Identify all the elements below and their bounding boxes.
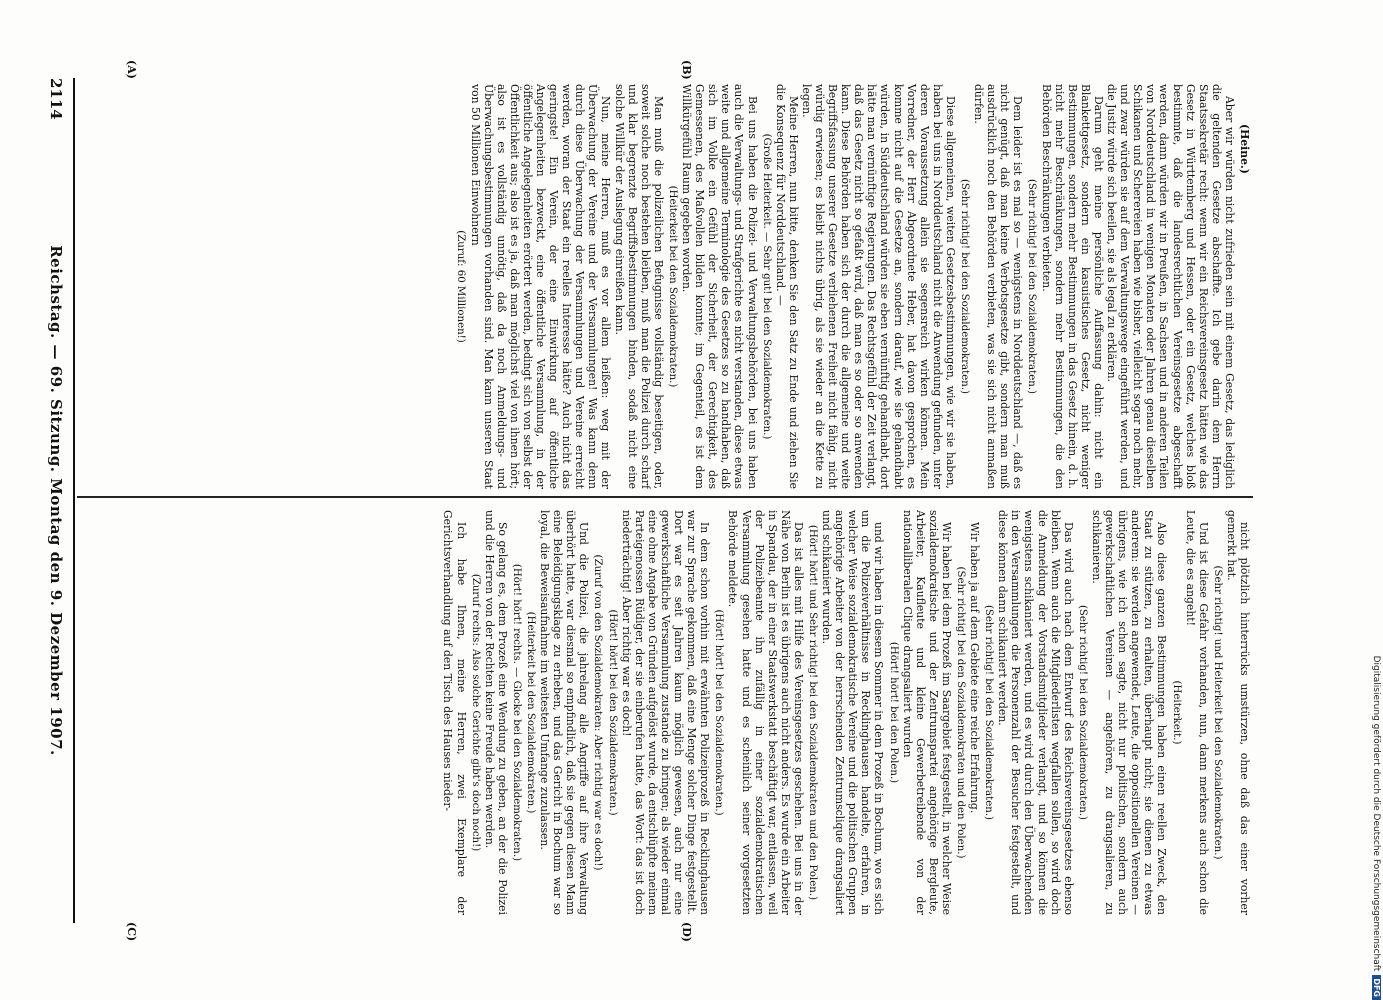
interjection: (Zuruf rechts: Also solche Gerichte gibt's doch noch!) bbox=[469, 573, 481, 852]
paragraph: Das ist alles mit Hilfe des Vereinsgesetzes geschehen. Bei uns in der Nähe von Berlin ist es übrigens auch nicht anders. Es wurde ein Arbeiter in Spandau, der in einer Staatswerkstatt beschäftigt war, entlassen, weil der Polizeibeamte ihn zufällig in einer sozialdemokratischen Versammlung gesehen hatte und es scheinlich seiner vorgesetzten Behörde meldete. bbox=[726, 510, 805, 915]
right-column bbox=[79, 510, 1251, 915]
paragraph: Ich habe Ihnen, meine Herren, zwei Exemplare der Gerichtsverhandlung auf den Tisch des Hauses nieder- bbox=[441, 510, 468, 915]
paragraph: Und ist diese Gefahr vorhanden, nun, dann merkens auch schon die Leute, die es angeht! bbox=[1183, 510, 1210, 915]
paragraph: Darum geht meine persönliche Auffassung dahin: nicht ein Blankettgesetz, sondern ein kasuistisches Gesetz, nicht weniger Bestimmungen, sondern mehr Bestimmungen in das Gesetz hinein, d. h. nicht mehr Beschränkungen, sondern mehr Bestimmungen, die den Behörden Beschränkungen verbieten. bbox=[1039, 84, 1105, 489]
interjection: (Sehr richtig! bei den Sozialdemokraten.) bbox=[1026, 178, 1038, 395]
interjection: (Zuruf von den Sozialdemokraten: Aber richtig war es doch!) bbox=[592, 554, 604, 871]
left-column bbox=[79, 84, 1251, 489]
interjection: (Heiterkeit.) bbox=[1170, 680, 1182, 745]
paragraph: Dem leider ist es mal so — wenigstens in Norddeutschland —, daß es nicht genügt, daß man keine Verbotsgesetze gibt, sondern man muß ausdrücklich noch den Behörden verbieten, was sie sich nicht anmaßen dürfen. bbox=[972, 84, 1025, 489]
margin-marker-a: (A) bbox=[125, 60, 138, 79]
credit-text: Digitalisierung gefördert durch die Deutsche Forschungsgemeinschaft bbox=[1371, 655, 1381, 972]
header-rule bbox=[73, 78, 75, 923]
paragraph: In dem schon vorhin mit erwähnten Polizeiprozeß in Recklinghausen war zur Sprache gekommen, daß eine Menge solcher Dinge festgestellt. Dort war es seit Jahren kaum möglich gewesen, auch nur eine gewerkschaftliche Versammlung zustande zu bringen; als wieder einmal eine ohne Angabe von Gründen aufgelöst wurde, da entschlüpfte meinem Parteigenossen Rüdiger, der sie einberufen hatte, das Wort: das ist doch niederträchtig! Aber richtig war es doch! bbox=[619, 510, 712, 915]
paragraph: Wir haben bei dem Prozeß im Saargebiet festgestellt, in welcher Weise sozialdemokratische und der Zentrumspartei angehörige Bergleute, Arbeiter, Kaufleute und kleine Gewerbetreibende von der nationalliberalen Clique drangsaliert wurden bbox=[900, 510, 953, 915]
paragraph: Bei uns haben die Polizei- und Verwaltungsbehörden, bei uns haben auch die Verwaltungs- und Strafgerichte es nicht verstanden, diese etwas weite und allgemeine Terminologie des Gesetzes so zu handhaben, daß sich im Volke ein Gefühl der Sicherheit, der Gerechtigkeit, des Gemessenen, des Maßvollen bilden konnte; im Gegenteil, es ist dem Willkürgefühl Raum gegeben worden. bbox=[680, 84, 759, 489]
interjection: (Hört! hört! bei den Polen.) bbox=[887, 641, 899, 784]
paragraph: Das wird auch nach dem Entwurf des Reichsvereinsgesetzes ebenso bleiben. Wenn auch die Mitgliederlisten wegfallen sollen, so wird doch die Anmeldung der Vorstandsmitglieder verlangt, und so können die wenigstens schikaniert werden, und es wird durch den Überwachenden in den Versammlungen die Personenzahl der Besucher festgestellt, und diese können dann schikaniert werden. bbox=[996, 510, 1075, 915]
paragraph: Diese allgemeinen, weiten Gesetzesbestimmungen, wie wir sie haben, haben bei uns in Norddeutschland nicht die Anwendung gefunden, unter deren Voraussetzung allein sie segensreich wirken können. Mein Vorredner, der Herr Abgeordnete Heber, hat davon gesprochen, es komme nicht auf die Gesetze an, sondern darauf, wie sie gehandhabt würden, in Süddeutschland würden sie eben vernünftig gehandhabt, dort hätte man vernünftige Regierungen. Das Rechtsgefühl der Zeit verlangt, daß das Gesetz nicht so gefaßt wird, daß man es so oder so anwenden kann. Diese Behörden haben sich der durch die allgemeine und weite Begriffsfassung unserer Gesetze verliehenen Freiheit nicht fähig, nicht würdig erwiesen; es bleibt nichts übrig, als sie wieder an die Kette zu legen. bbox=[799, 84, 957, 489]
paragraph: Meine Herren, nun bitte, denken Sie den Satz zu Ende und ziehen Sie die Konsequenz für Norddeutschland. — bbox=[773, 84, 800, 489]
digitization-credit bbox=[1371, 0, 1381, 1000]
paragraph: und wir haben in diesem Sommer in dem Prozeß in Bochum, wo es sich um die Polizeiverhältnisse in Recklinghausen handelte, erfahren, in welcher Weise sozialdemokratische Vereine und die politischen Gruppen angehörige Arbeiter von der herrschenden Zentrumsclique drangsaliert und schikaniert wurden. bbox=[820, 510, 886, 915]
margin-marker-c: (C) bbox=[125, 922, 138, 942]
interjection: (Zuruf: 60 Millionen!) bbox=[455, 230, 467, 343]
paragraph: So gelang es, dem Prozeß eine Wendung zu geben, an der die Polizei und die Herren von der Rechten keine Freude haben werden. bbox=[482, 510, 509, 915]
paragraph: Und die Polizei, die jahrelang alle Angriffe auf ihre Verwaltung überhört hatte, war diesmal so empfindlich, daß sie gegen diesen Mann eine Beleidigungsklage zu erheben, und das Gericht in Bochum war so loyal, die Beweisaufnahme im weitesten Umfange zuzulassen. bbox=[538, 510, 591, 915]
interjection: (Heiterkeit bei den Sozialdemokraten.) bbox=[525, 611, 537, 814]
interjection: (Sehr richtig! bei den Sozialdemokraten.) bbox=[959, 178, 971, 395]
interjection: (Sehr richtig! bei den Sozialdemokraten.) bbox=[983, 604, 995, 821]
paragraph: Man muß die polizeilichen Befugnisse vollständig beseitigen, oder, soweit solche noch bestehen bleiben, muß man die Polizei durch scharf und klar begrenzte Begriffsbestimmungen binden, sodaß nicht eine solche Willkür der Auslegung einreißen kann. bbox=[612, 84, 665, 489]
page-title: Reichstag. — 69. Sitzung. Montag den 9. Dezember 1907. bbox=[47, 245, 65, 756]
paragraph: Aber wir würden nicht zufrieden sein mit einem Gesetz, das lediglich die geltenden Gesetze abschaffte. Ich gebe darin dem Herrn Staatssekretär recht: wenn wir ein Reichsvereinsgesetz hätten wie das Gesetz in Württemberg und Hessen, oder ein Gesetz, welches bloß bestimmte, daß die landesrechtlichen Vereinsgesetze abgeschafft werden, dann würden wir in Preußen, in Sachsen und in anderen Teilen von Norddeutschland in wenigen Monaten oder Jahren genau dieselben Schikanen und Scherereien haben wie bisher, vielleicht sogar noch mehr, und zwar würden sie auf dem Verwaltungswege eingeführt werden, und die Justiz würde sich beeilen, sie als legal zu erklären. bbox=[1105, 84, 1236, 489]
column-divider bbox=[77, 496, 1253, 498]
interjection: (Hört! hört! und Sehr richtig! bei den Sozialdemokraten und den Polen.) bbox=[807, 524, 818, 901]
interjection: (Hört! hört! bei den Sozialdemokraten.) bbox=[713, 609, 725, 816]
paragraph: Nun, meine Herren, muß es vor allem heißen: weg mit der Überwachung der Vereine und der Versammlungen! Was kann denn durch diese Überwachung der Versammlungen und Vereine erreicht werden, woran der Staat ein reelles Interesse hätte? Auch nicht das geringste! Ein Verein, der eine Einwirkung auf öffentliche Angelegenheiten bezweckt, eine öffentliche Versammlung, in der öffentliche Angelegenheiten erörtert werden, bedingt sich von selbst der Öffentlichkeit aus; also ist es ja, daß man möglichst viel von ihnen hört; also ist es vollständig unnötig, daß da noch Anmeldungs- und Überwachungsbestimmungen vorhanden sind. Man kann unseren Staat von 50 Millionen Einwohnern bbox=[468, 84, 613, 489]
interjection: (Sehr richtig! bei den Sozialdemokraten.) bbox=[1076, 604, 1088, 821]
paragraph: Wir haben ja auf dem Gebiete eine reiche Erfahrung. bbox=[968, 522, 982, 814]
interjection: (Große Heiterkeit. — Sehr gut! bei den Sozialdemokraten.) bbox=[760, 133, 772, 440]
margin-marker-d: (D) bbox=[680, 922, 693, 942]
speaker-name: (Heine.) bbox=[1238, 124, 1251, 174]
paragraph: Also diese ganzen Bestimmungen haben einen reellen Zweck, den Staat zu stützen, zu erhalten, überhaupt nicht; sie dienen zu etwas anderem: sie werden angewendet, Leute, die oppositionellen Vereinen — übrigens, wie ich schon sagte, nicht nur politischen, sondern auch gewerkschaftlichen Vereinen — angehören, zu drangsalieren, zu schikanieren. bbox=[1089, 510, 1169, 915]
interjection: (Sehr richtig! und Heiterkeit bei den Sozialdemokraten.) bbox=[1211, 565, 1223, 860]
page-header bbox=[43, 78, 65, 923]
interjection: (Hört! hört! rechts. — Glocke bei den Sozialdemokraten.) bbox=[510, 563, 522, 862]
paragraph: nicht plötzlich hinterrücks umstürzen, ohne daß das einer vorher gemerkt hat. bbox=[1224, 510, 1251, 915]
interjection: (Hört! hört! bei den Sozialdemokraten.) bbox=[606, 609, 618, 816]
dfg-logo: DFG bbox=[1372, 975, 1381, 1000]
margin-marker-b: (B) bbox=[680, 60, 693, 80]
interjection: (Heiterkeit bei den Sozialdemokraten.) bbox=[666, 185, 678, 388]
interjection: (Sehr richtig! bei den Sozialdemokraten und den Polen.) bbox=[955, 566, 967, 859]
page-number: 2114 bbox=[47, 78, 65, 120]
